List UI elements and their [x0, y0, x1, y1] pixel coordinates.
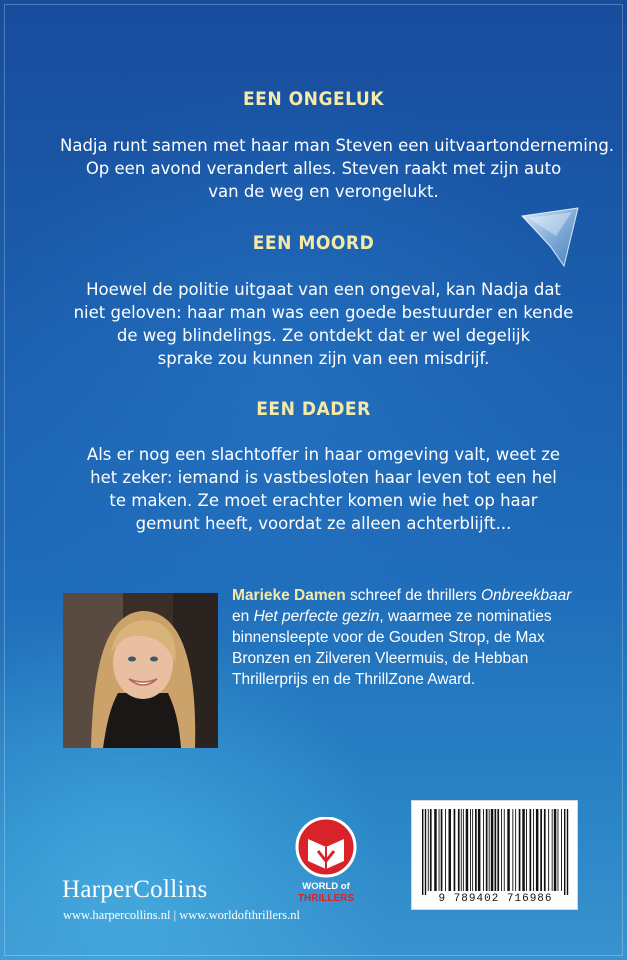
logo-line-2: THRILLERS — [297, 893, 355, 904]
author-text: en — [232, 608, 254, 625]
glass-shard-image — [520, 206, 582, 270]
barcode-bar — [526, 809, 527, 891]
barcode-bar — [564, 809, 565, 895]
barcode-bar — [434, 809, 437, 891]
text-line: te maken. Ze moet erachter komen wie het op haar — [109, 491, 538, 510]
author-bio-line — [232, 585, 572, 606]
author-photo — [63, 593, 218, 748]
barcode-bar — [548, 809, 549, 891]
author-text: schreef de thrillers — [345, 587, 481, 604]
barcode-bar — [483, 809, 484, 891]
author-bio-line — [232, 606, 572, 627]
barcode-bar — [470, 809, 471, 891]
author-bio-line: Bronzen en Zilveren Vleermuis, de Hebban — [232, 650, 529, 667]
text-line: niet geloven: haar man was een goede bestuurder en kende — [73, 303, 574, 322]
barcode-bar — [519, 809, 521, 891]
text-line: van de weg en verongelukt. — [208, 182, 439, 201]
paragraph-een-ongeluk — [60, 134, 615, 203]
text-line: Hoewel de politie uitgaat van een ongeval, kan Nadja dat — [86, 280, 561, 299]
barcode-bar — [461, 809, 462, 891]
barcode-box — [411, 800, 578, 910]
barcode-bar — [501, 809, 502, 891]
author-bio-line: binnensleepte voor de Gouden Strop, de Max — [232, 629, 545, 646]
barcode-bar — [445, 809, 446, 891]
text-line: de weg blindelings. Ze ontdekt dat er wel degelijk — [116, 326, 531, 345]
paragraph-een-dader — [60, 443, 587, 535]
text-line: Op een avond verandert alles. Steven raakt met zijn auto — [85, 159, 562, 178]
barcode-bar — [478, 809, 481, 891]
barcode-bar — [540, 809, 542, 891]
isbn-number: 9 789402 716986 — [438, 893, 553, 905]
book-title: Onbreekbaar — [480, 587, 572, 604]
barcode-bar — [536, 809, 539, 891]
publisher-urls: www.harpercollins.nl | www.worldofthrillers.nl — [63, 908, 300, 922]
barcode-bar — [515, 809, 516, 891]
barcode-bar — [425, 809, 426, 895]
heading-een-dader: EEN DADER — [256, 398, 371, 420]
barcode-bar — [512, 809, 513, 891]
author-name: Marieke Damen — [232, 587, 346, 604]
barcode-bar — [441, 809, 443, 891]
barcode-bar — [507, 809, 510, 891]
text-line: gemunt heeft, voordat ze alleen achterblijft... — [135, 514, 512, 533]
barcode-bar — [463, 809, 464, 891]
barcode-bar — [491, 809, 494, 891]
barcode-bar — [489, 809, 490, 891]
barcode-bar — [567, 809, 568, 895]
world-of-thrillers-logo — [294, 817, 358, 905]
barcode-bar — [495, 809, 497, 891]
barcode-bar — [554, 809, 557, 891]
barcode-bar — [544, 809, 546, 891]
text-line: Nadja runt samen met haar man Steven een uitvaartonderneming. — [60, 136, 615, 155]
heading-een-ongeluk: EEN ONGELUK — [243, 88, 384, 110]
barcode-bar — [504, 809, 505, 891]
barcode-bar — [533, 809, 534, 891]
barcode-bar — [454, 809, 456, 891]
author-text: , waarmee ze nominaties — [379, 608, 552, 625]
barcode-bar — [458, 809, 460, 891]
barcode-bar — [497, 809, 499, 891]
barcode-bar — [552, 809, 553, 891]
text-line: sprake zou kunnen zijn van een misdrijf. — [157, 349, 490, 368]
barcode-bar — [558, 809, 559, 891]
barcode-bar — [561, 809, 562, 891]
barcode-bar — [475, 809, 477, 891]
author-bio — [232, 585, 572, 690]
barcode-bar — [430, 809, 432, 891]
paragraph-een-moord — [60, 278, 587, 370]
logo-line-1: WORLD of — [302, 881, 350, 892]
author-bio-line: Thrillerprijs en de ThrillZone Award. — [232, 671, 476, 688]
barcode-bar — [439, 809, 440, 891]
text-line: Als er nog een slachtoffer in haar omgeving valt, weet ze — [86, 445, 561, 464]
book-title: Het perfecte gezin — [253, 608, 380, 625]
heading-een-moord: EEN MOORD — [252, 232, 375, 254]
barcode-bar — [449, 809, 452, 891]
barcode-bar — [530, 809, 532, 891]
publisher-name: HarperCollins — [62, 876, 208, 903]
barcode-bar — [428, 809, 429, 891]
barcode-bar — [422, 809, 423, 895]
text-line: het zeker: iemand is vastbesloten haar leven tot een hel — [90, 468, 557, 487]
barcode-bar — [486, 809, 488, 891]
barcode-bar — [472, 809, 473, 891]
barcode-bar — [522, 809, 525, 891]
barcode-bar — [466, 809, 469, 891]
